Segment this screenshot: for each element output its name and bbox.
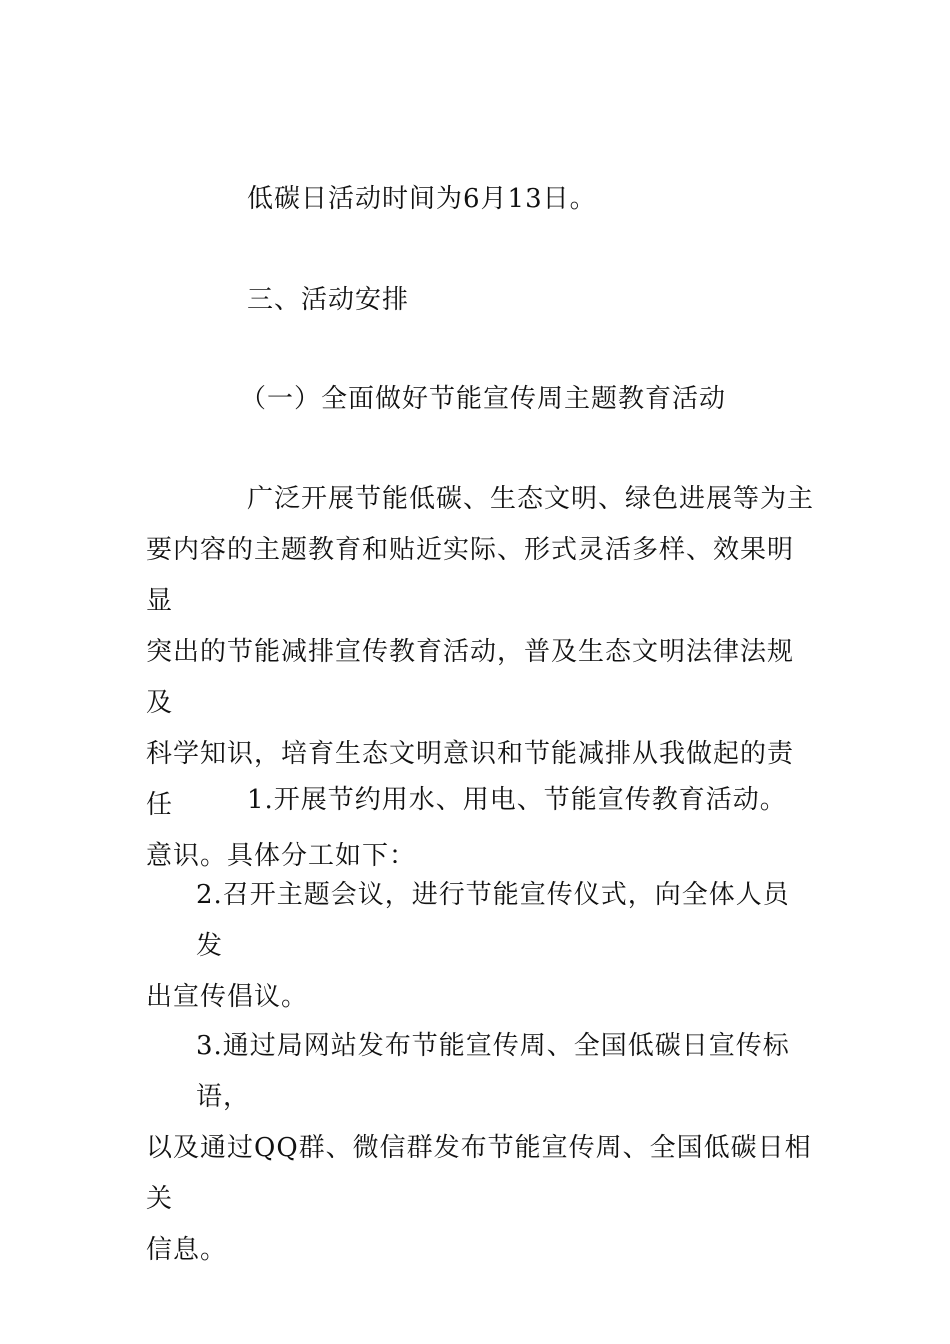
paragraph-activity-date: 低碳日活动时间为6月13日。 <box>247 184 597 214</box>
paragraph-education-activities <box>146 474 816 882</box>
paragraph-line: 3.通过局网站发布节能宣传周、全国低碳日宣传标语， <box>196 1031 790 1112</box>
paragraph-line: 信息。 <box>146 1235 228 1265</box>
paragraph-line: 出宣传倡议。 <box>146 982 309 1012</box>
paragraph-line: 2.召开主题会议，进行节能宣传仪式，向全体人员发 <box>196 880 790 961</box>
list-item-3 <box>146 1021 836 1276</box>
section-heading-activity-arrangement: 三、活动安排 <box>247 285 410 315</box>
paragraph-line: 科学知识，培育生态文明意识和节能减排从我做起的责任 <box>146 739 795 820</box>
paragraph-line: 广泛开展节能低碳、生态文明、绿色进展等为主 <box>247 484 815 514</box>
list-item-1: 1.开展节约用水、用电、节能宣传教育活动。 <box>247 785 787 815</box>
paragraph-line: 突出的节能减排宣传教育活动，普及生态文明法律法规及 <box>146 637 795 718</box>
paragraph-line: 以及通过QQ群、微信群发布节能宣传周、全国低碳日相关 <box>146 1133 812 1214</box>
subsection-heading-energy-saving-week: （一）全面做好节能宣传周主题教育活动 <box>240 384 727 414</box>
paragraph-line: 要内容的主题教育和贴近实际、形式灵活多样、效果明显 <box>146 535 795 616</box>
list-item-2 <box>146 870 816 1023</box>
paragraph-line: 意识。具体分工如下： <box>146 841 417 871</box>
